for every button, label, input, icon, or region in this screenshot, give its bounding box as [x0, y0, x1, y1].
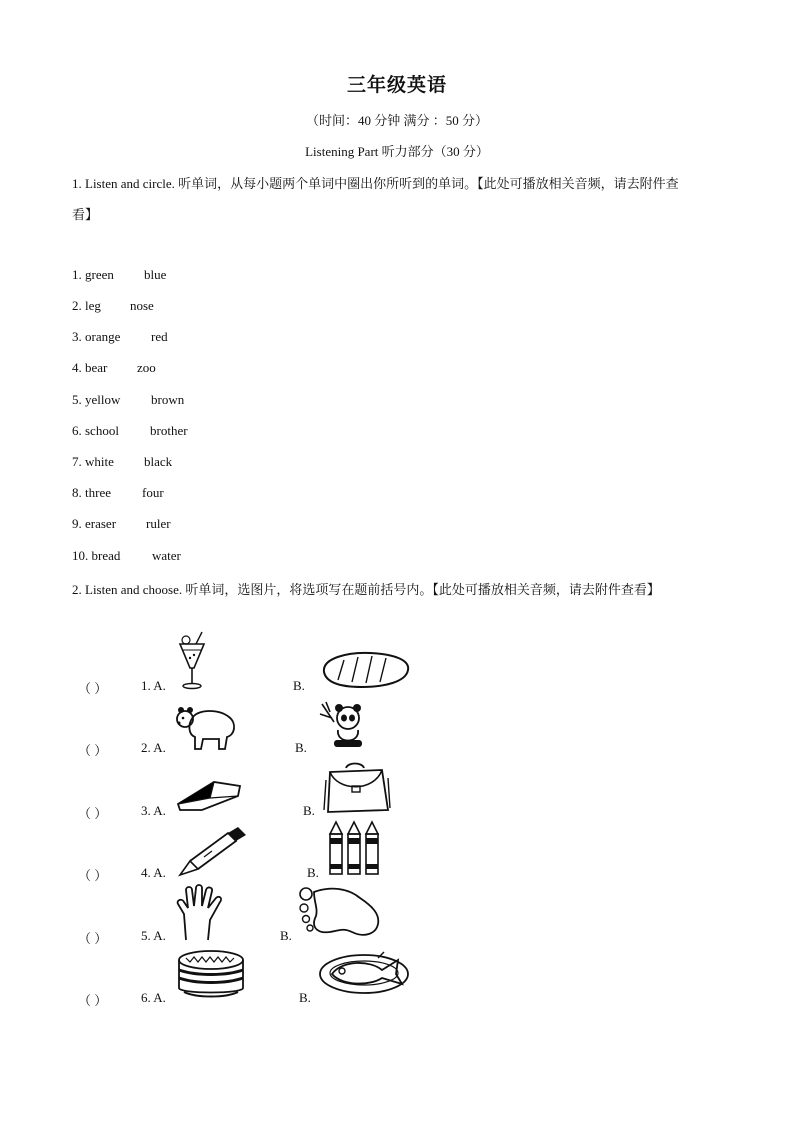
- answer-paren[interactable]: （ ）: [78, 806, 108, 821]
- q1-item-10: 10. bread water: [72, 548, 181, 563]
- foot-icon: [296, 884, 382, 942]
- answer-paren[interactable]: （ ）: [78, 993, 108, 1008]
- q2-item-label: 5. A.: [141, 928, 166, 943]
- pen-icon: [176, 823, 250, 879]
- option-b-label: B.: [307, 865, 319, 880]
- answer-paren[interactable]: （ ）: [78, 743, 108, 758]
- bear-icon: [175, 703, 239, 753]
- q1-item-9: 9. eraser ruler: [72, 516, 171, 531]
- q1-item-1: 1. green blue: [72, 267, 167, 282]
- crayons-icon: [326, 820, 384, 876]
- answer-paren[interactable]: （ ）: [78, 931, 108, 946]
- bread-icon: [318, 650, 412, 690]
- q1-item-7: 7. white black: [72, 454, 173, 469]
- option-b-label: B.: [295, 740, 307, 755]
- q2-item-label: 6. A.: [141, 990, 166, 1005]
- option-b-label: B.: [299, 990, 311, 1005]
- q1-instruction-cont: 看】: [72, 207, 99, 222]
- q2-item-label: 1. A.: [141, 678, 166, 693]
- q1-item-5: 5. yellow brown: [72, 392, 185, 407]
- answer-paren[interactable]: （ ）: [78, 868, 108, 883]
- exam-time-info: （时间：40 分钟 满分 ：50 分）: [305, 113, 488, 128]
- answer-paren[interactable]: （ ）: [78, 681, 108, 696]
- q1-item-6: 6. school brother: [72, 423, 188, 438]
- option-b-label: B.: [293, 678, 305, 693]
- q1-item-4: 4. bear zoo: [72, 360, 156, 375]
- option-b-label: B.: [280, 928, 292, 943]
- q2-instruction: 2. Listen and choose. 听单词，选图片，将选项写在题前括号内。【此处可播放相关音频，请去附件查看】: [72, 582, 660, 597]
- eraser-icon: [174, 778, 244, 814]
- q1-item-2: 2. leg nose: [72, 298, 154, 313]
- option-b-label: B.: [303, 803, 315, 818]
- cake-icon: [176, 948, 246, 1000]
- panda-icon: [318, 700, 366, 752]
- schoolbag-icon: [322, 760, 392, 816]
- q2-item-label: 3. A.: [141, 803, 166, 818]
- q1-instruction: 1. Listen and circle. 听单词，从每小题两个单词中圈出你所听到的单词。【此处可播放相关音频，请去附件查: [72, 176, 679, 191]
- q2-item-label: 4. A.: [141, 865, 166, 880]
- hand-icon: [176, 884, 226, 942]
- q1-item-8: 8. three four: [72, 485, 164, 500]
- section-heading: Listening Part 听力部分（30 分）: [305, 144, 489, 159]
- page-title: 三年级英语: [346, 75, 447, 96]
- q1-item-3: 3. orange red: [72, 329, 168, 344]
- q2-item-label: 2. A.: [141, 740, 166, 755]
- fish-icon: [318, 950, 412, 996]
- juice-icon: [176, 630, 208, 690]
